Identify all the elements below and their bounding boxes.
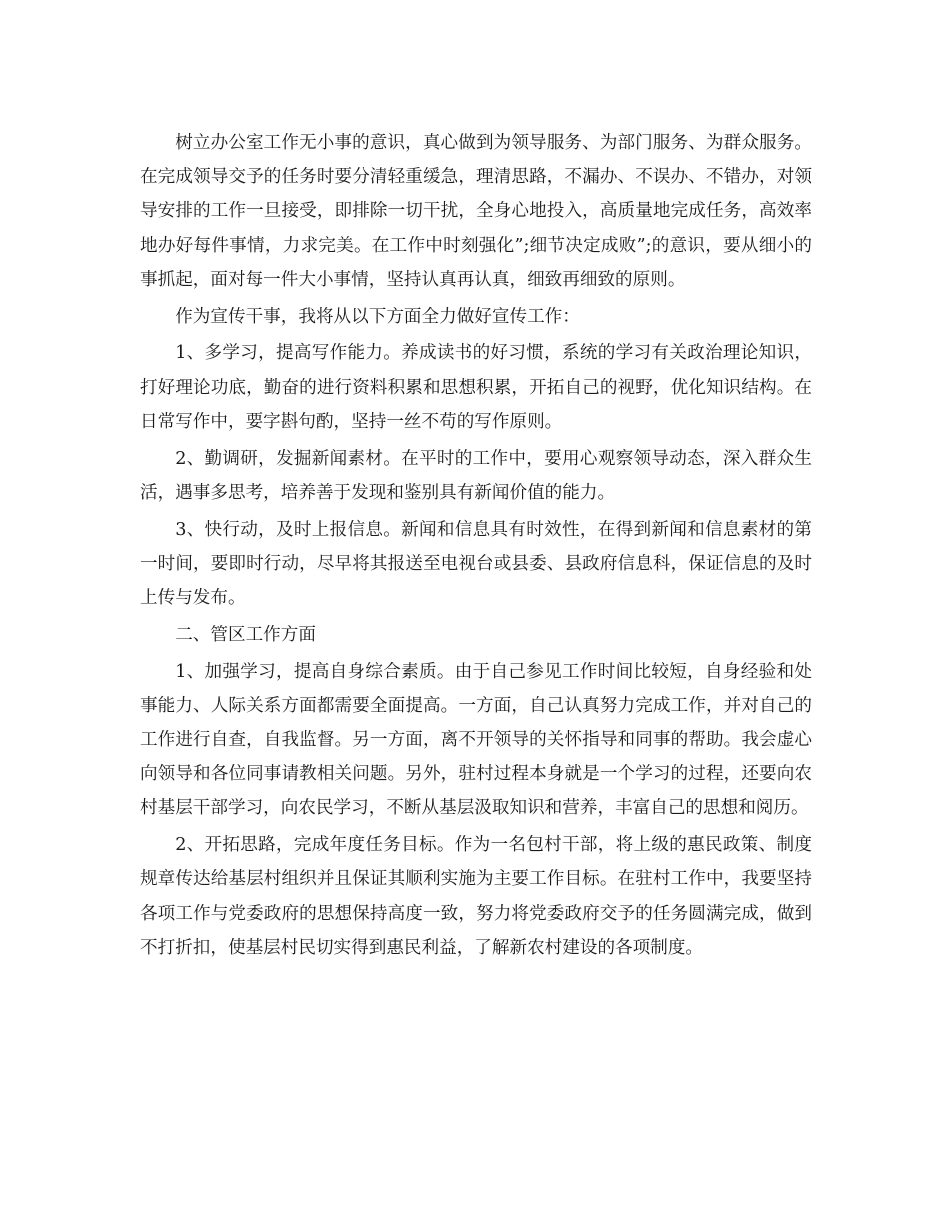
paragraph-publicity-item-1: 1、多学习，提高写作能力。养成读书的好习惯，系统的学习有关政治理论知识，打好理论功底，勤奋的进行资料积累和思想积累，开拓自己的视野，优化知识结构。在日常写作中，要字斟句酌，坚持一丝不苟的写作原则。 xyxy=(140,343,812,432)
paragraph-district-item-1: 1、加强学习，提高自身综合素质。由于自己参见工作时间比较短，自身经验和处事能力、人际关系方面都需要全面提高。一方面，自己认真努力完成工作，并对自己的工作进行自查，自我监督。另一方面，离不开领导的关怀指导和同事的帮助。我会虚心向领导和各位同事请教相关问题。另外，驻村过程本身就是一个学习的过程，还要向农村基层干部学习，向农民学习，不断从基层汲取知识和营养，丰富自己的思想和阅历。 xyxy=(140,661,812,819)
paragraph-district-item-2: 2、开拓思路，完成年度任务目标。作为一名包村干部，将上级的惠民政策、制度规章传达给基层村组织并且保证其顺利实施为主要工作目标。在驻村工作中，我要坚持各项工作与党委政府的思想保持高度一致，努力将党委政府交予的任务圆满完成，做到不打折扣，使基层村民切实得到惠民利益，了解新农村建设的各项制度。 xyxy=(140,835,812,958)
paragraph-publicity-intro: 作为宣传干事，我将从以下方面全力做好宣传工作： xyxy=(175,306,580,327)
paragraph-publicity-item-3: 3、快行动，及时上报信息。新闻和信息具有时效性，在得到新闻和信息素材的第一时间，要即时行动，尽早将其报送至电视台或县委、县政府信息科，保证信息的及时上传与发布。 xyxy=(140,519,812,609)
paragraph-office-awareness: 树立办公室工作无小事的意识，真心做到为领导服务、为部门服务、为群众服务。在完成领导交予的任务时要分清轻重缓急，理清思路，不漏办、不误办、不错办，对领导安排的工作一旦接受，即排除一切干扰，全身心地投入，高质量地完成任务，高效率地办好每件事情，力求完美。在工作中时刻强化”;细节决定成败”;的意识，要从细小的事抓起，面对每一件大小事情，坚持认真再认真，细致再细致的原则。 xyxy=(140,133,812,290)
document-body xyxy=(140,126,812,968)
section-heading-district-work: 二、管区工作方面 xyxy=(175,624,316,645)
paragraph-publicity-item-2: 2、勤调研，发掘新闻素材。在平时的工作中，要用心观察领导动态，深入群众生活，遇事多思考，培养善于发现和鉴别具有新闻价值的能力。 xyxy=(140,448,812,503)
